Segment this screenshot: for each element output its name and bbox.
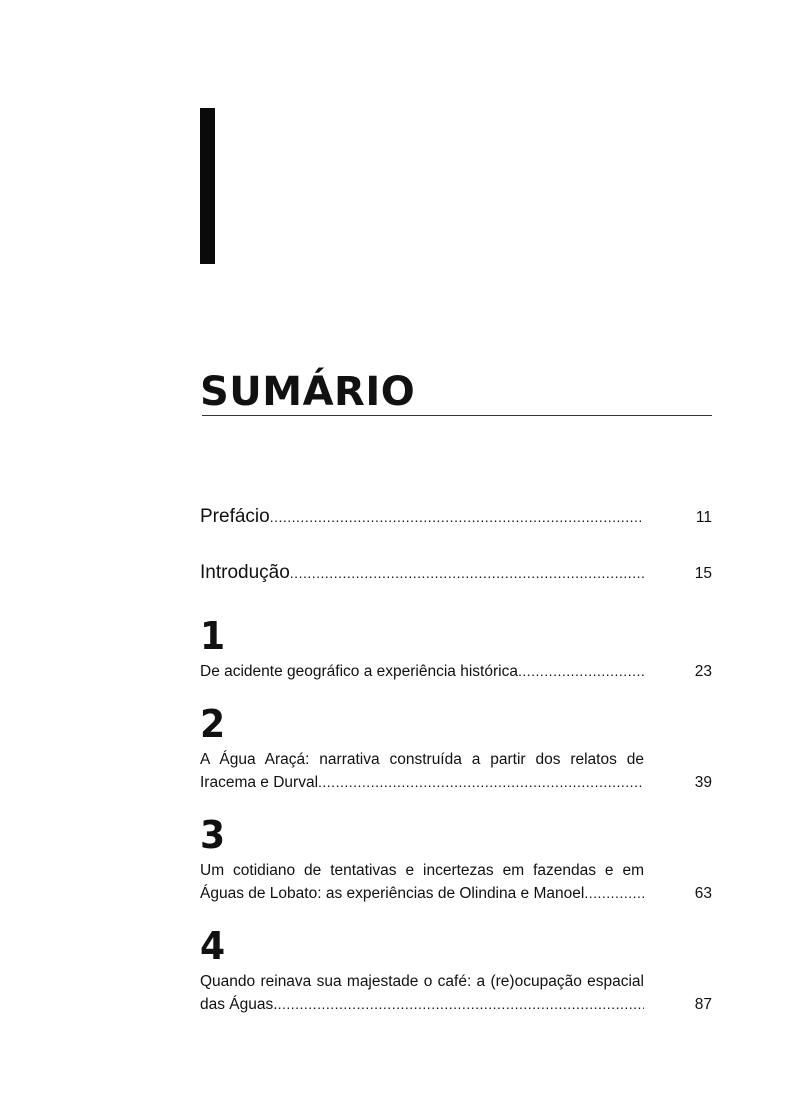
chapter-number: 4	[200, 924, 226, 968]
toc-entry-prefacio[interactable]	[200, 506, 712, 528]
dot-leader	[290, 565, 644, 581]
chapter-title-line: Iracema e Durval	[200, 774, 319, 791]
dot-leader	[584, 882, 644, 905]
toc-page-number: 39	[694, 774, 712, 791]
chapter-number: 1	[200, 614, 226, 658]
chapter-title-line: De acidente geográfico a experiência histórica	[200, 663, 518, 680]
chapter-number: 2	[200, 702, 226, 746]
toc-page-number: 15	[694, 565, 712, 582]
chapter-title-line: Um cotidiano de tentativas e incertezas em fazendas e em	[200, 862, 644, 879]
toc-page-number: 63	[694, 885, 712, 902]
chapter-title-line: A Água Araçá: narrativa construída a partir dos relatos de	[200, 751, 644, 768]
chapter-title-line: das Águas.	[200, 996, 278, 1013]
dot-leader	[270, 509, 644, 525]
toc-page-number: 87	[694, 996, 712, 1013]
toc-chapter-1[interactable]	[200, 616, 712, 683]
chapter-title-line: Quando reinava sua majestade o café: a (re)ocupação espacial	[200, 973, 644, 990]
chapter-title-line: Águas de Lobato: as experiências de Olindina e Manoel	[200, 885, 585, 902]
toc-entry-introducao[interactable]	[200, 562, 712, 584]
title-underline	[202, 415, 712, 416]
decorative-vertical-bar	[200, 108, 215, 264]
chapter-number: 3	[200, 813, 226, 857]
toc-entry-label: Prefácio	[200, 506, 270, 527]
toc-chapter-4[interactable]	[200, 926, 712, 1016]
page-title: SUMÁRIO	[200, 369, 416, 415]
toc-chapter-3[interactable]	[200, 815, 712, 905]
dot-leader	[278, 993, 644, 1016]
dot-leader	[318, 771, 644, 794]
toc-page-number: 23	[694, 663, 712, 680]
toc-page-number: 11	[695, 509, 712, 526]
toc-entry-label: Introdução	[200, 562, 290, 583]
dot-leader	[518, 660, 644, 683]
toc-chapter-2[interactable]	[200, 704, 712, 794]
